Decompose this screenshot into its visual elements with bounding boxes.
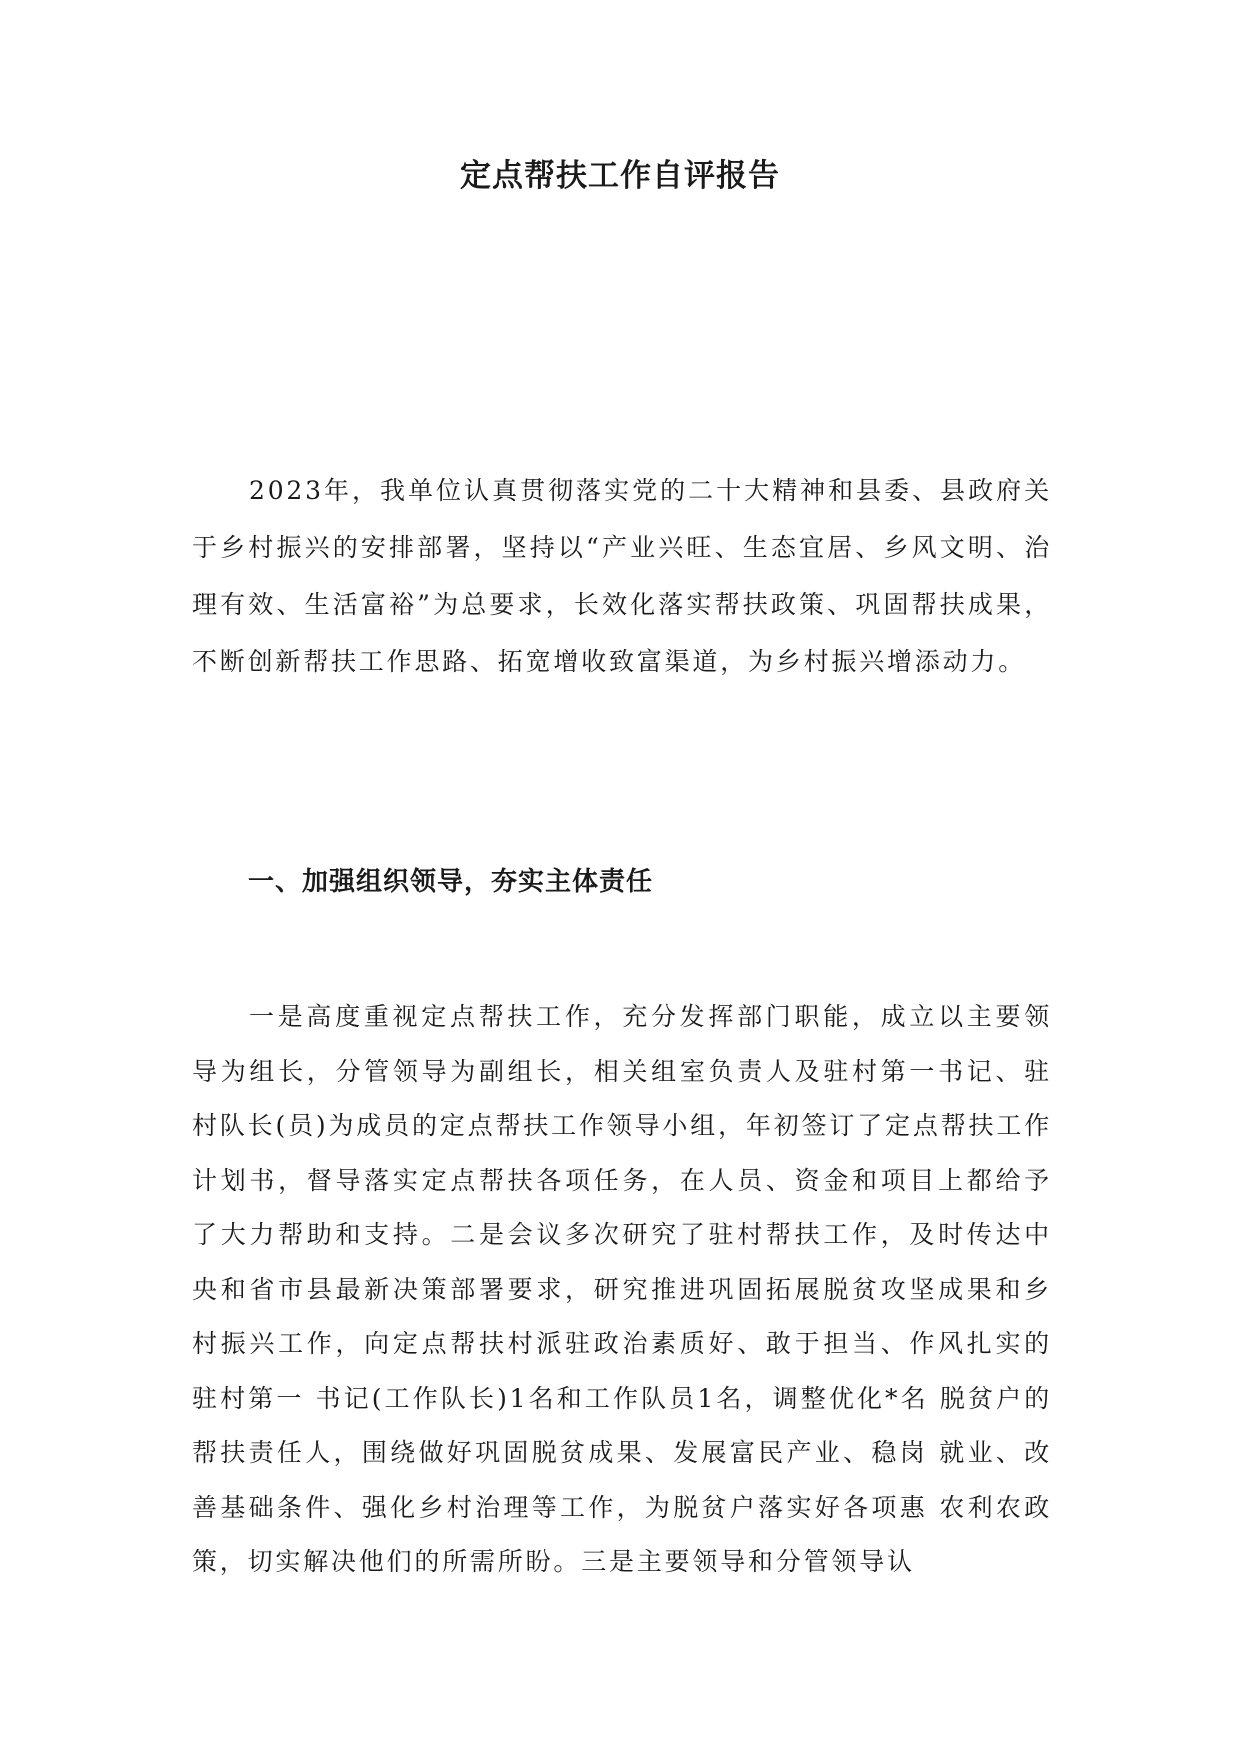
document-title: 定点帮扶工作自评报告 [460,158,780,194]
section-1-paragraph: 一是高度重视定点帮扶工作，充分发挥部门职能，成立以主要领导为组长，分管领导为副组长，相关组室负责人及驻村第一书记、驻村队长(员)为成员的定点帮扶工作领导小组，年初签订了定点帮扶工作计划书，督导落实定点帮扶各项任务，在人员、资金和项目上都给予了大力帮助和支持。二是会议多次研究了驻村帮扶工作，及时传达中央和省市县最新决策部署要求，研究推进巩固拓展脱贫攻坚成果和乡村振兴工作，向定点帮扶村派驻政治素质好、敢于担当、作风扎实的驻村第一 书记(工作队长)1名和工作队员1名，调整优化*名 脱贫户的帮扶责任人，围绕做好巩固脱贫成果、发展富民产业、稳岗 就业、改善基础条件、强化乡村治理等工作，为脱贫户落实好各项惠 农利农政策，切实解决他们的所需所盼。三是主要领导和分管领导认 [192,1002,1052,1576]
section-heading-1: 一、加强组织领导，夯实主体责任 [248,867,654,897]
intro-paragraph: 2023年，我单位认真贯彻落实党的二十大精神和县委、县政府关于乡村振兴的安排部署，坚持以“产业兴旺、生态宜居、乡风文明、治理有效、生活富裕”为总要求，长效化落实帮扶政策、巩固帮扶成果，不断创新帮扶工作思路、拓宽增收致富渠道，为乡村振兴增添动力。 [192,476,1052,676]
